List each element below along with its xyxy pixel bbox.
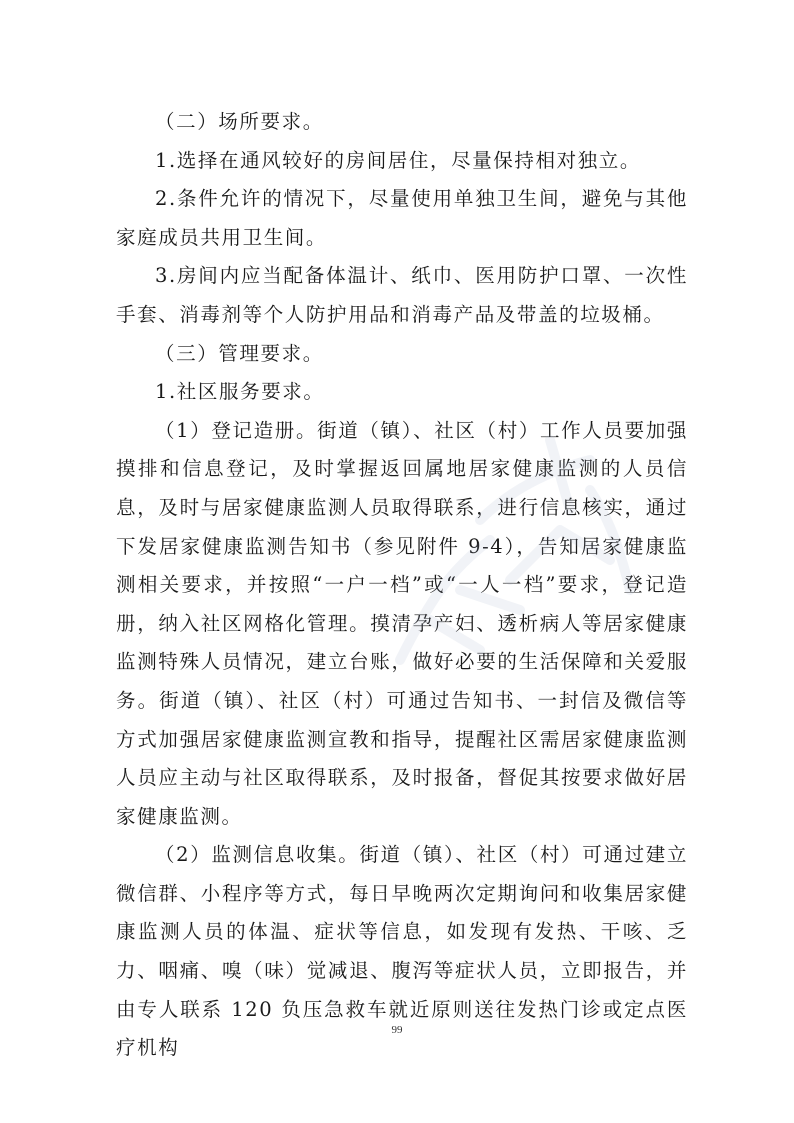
paragraph-registration: （1）登记造册。街道（镇）、社区（村）工作人员要加强摸排和信息登记，及时掌握返回属地居家健康监测的人员信息，及时与居家健康监测人员取得联系，进行信息核实，通过下发居家健康监测告知书（参见附件 9-4），告知居家健康监测相关要求，并按照“一户一档”或“一人一档”要求，登记造册，纳入社区网格化管理。摸清孕产妇、透析病人等居家健康监测特殊人员情况，建立台账，做好必要的生活保障和关爱服务。街道（镇）、社区（村）可通过告知书、一封信及微信等方式加强居家健康监测宣教和指导，提醒社区需居家健康监测人员应主动与社区取得联系，及时报备，督促其按要求做好居家健康监测。 — [116, 418, 688, 828]
subsection-heading-community-service: 1.社区服务要求。 — [155, 380, 325, 404]
page-number: 99 — [391, 1024, 403, 1036]
paragraph-separate-bathroom: 2.条件允许的情况下，尽量使用单独卫生间，避免与其他家庭成员共用卫生间。 — [116, 187, 688, 249]
paragraph-room-supplies: 3.房间内应当配备体温计、纸巾、医用防护口罩、一次性手套、消毒剂等个人防护用品和消毒产品及带盖的垃圾桶。 — [116, 264, 688, 326]
paragraph-monitoring-info: （2）监测信息收集。街道（镇）、社区（村）可通过建立微信群、小程序等方式，每日早晚两次定期询问和收集居家健康监测人员的体温、症状等信息，如发现有发热、干咳、乏力、咽痛、嗅（味）觉减退、腹泻等症状人员，立即报告，并由专人联系 120 负压急救车就近原则送往发热门诊或定点医疗机构 — [116, 843, 688, 1060]
section-heading-venue-requirements: （二）场所要求。 — [155, 110, 324, 133]
paragraph-ventilated-room: 1.选择在通风较好的房间居住，尽量保持相对独立。 — [155, 148, 642, 172]
document-body — [116, 103, 688, 1068]
section-heading-management-requirements: （三）管理要求。 — [155, 341, 324, 365]
